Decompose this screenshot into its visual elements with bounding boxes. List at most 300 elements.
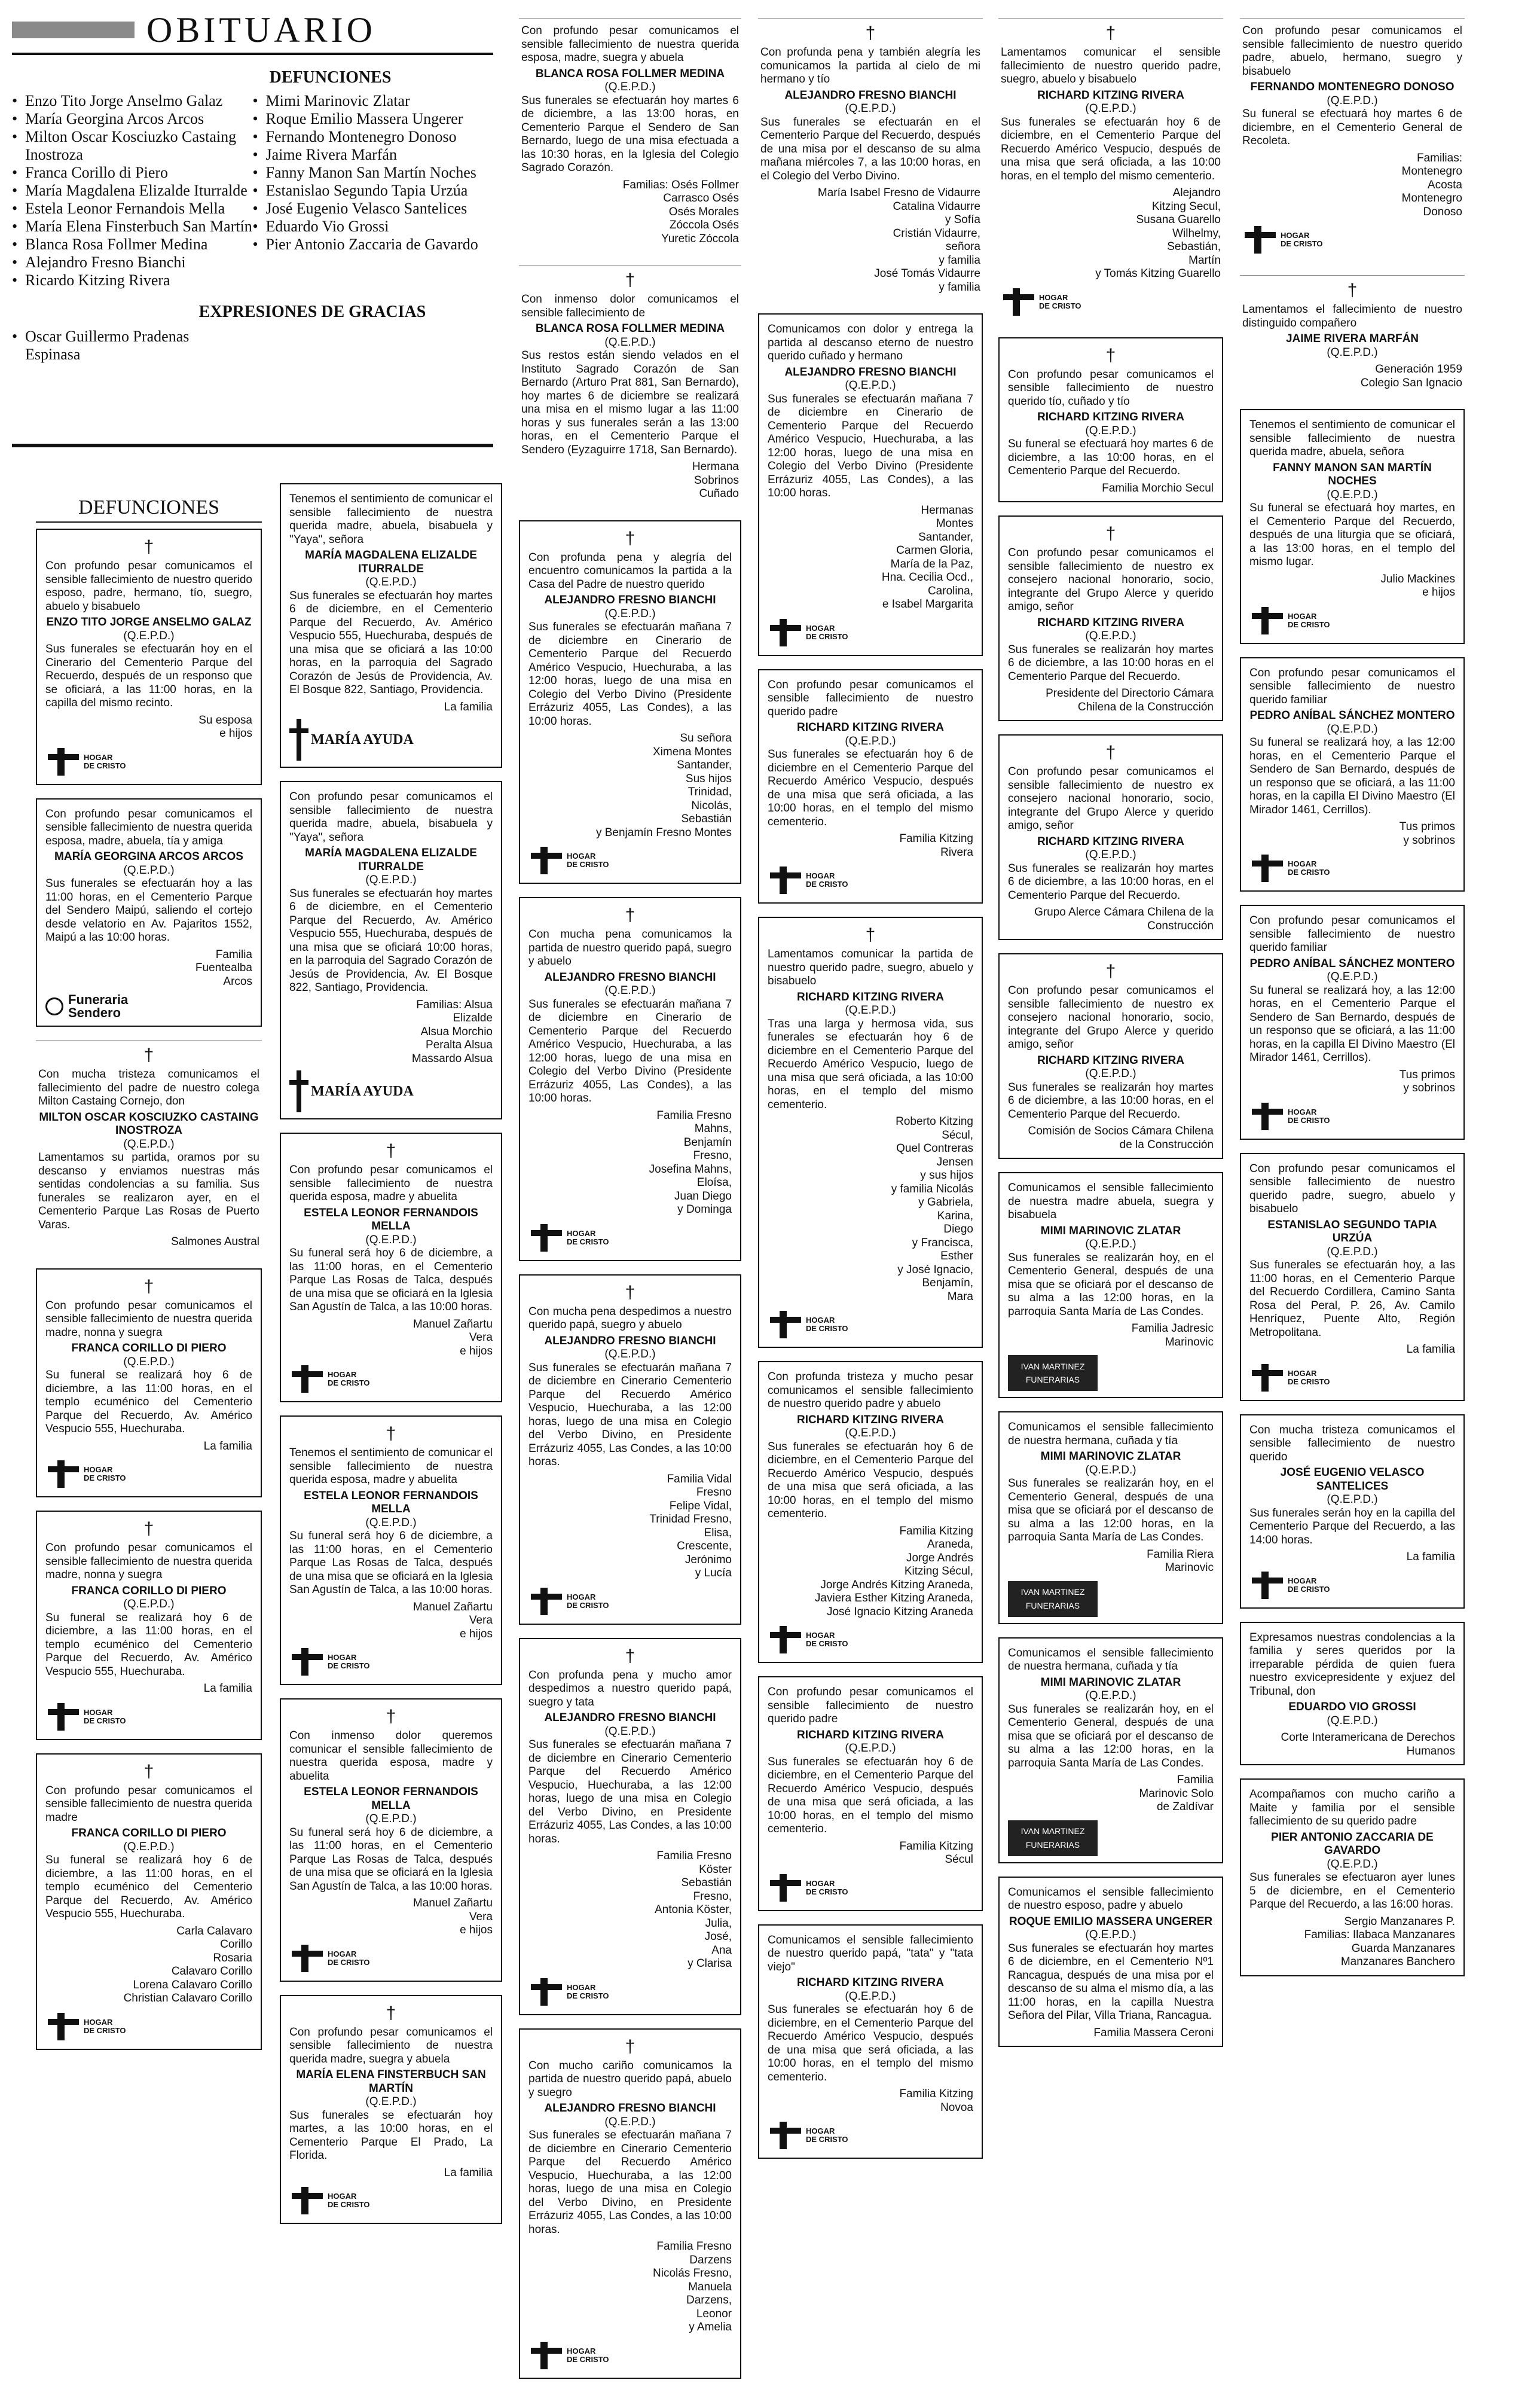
deceased-name: MARÍA ELENA FINSTERBUCH SAN MARTÍN (296, 2068, 486, 2095)
notice-body: Su funeral se realizará hoy, a las 12:00 horas, en el Cementerio Parque el Sendero de San Bernardo, después de un responso que se oficiará, a las 11:00 horas, en la capilla El Divino Maestro (El Mirador 1461, Cerrillos). (1249, 984, 1455, 1064)
notice-intro: Acompañamos con mucho cariño a Maite y familia por el sensible fallecimiento de su querido padre (1249, 1788, 1455, 1827)
notice-signature: La familia (444, 700, 493, 713)
hogar-cross-icon (768, 1874, 802, 1902)
obituary-notice (36, 1753, 262, 2050)
cross-icon: † (386, 1141, 396, 1161)
hogar-cross-icon (289, 2187, 324, 2214)
deceased-name: MIMI MARINOVIC ZLATAR (1040, 1676, 1181, 1689)
cross-icon: † (1105, 962, 1116, 981)
notice-intro: Tenemos el sentimiento de comunicar el sensible fallecimiento de nuestra querida madre, abuela, señora (1249, 419, 1455, 458)
notice-intro: Con mucho cariño comunicamos la partida de nuestro querido papá, abuelo y suegro (528, 2059, 732, 2099)
qepd-label: (Q.E.P.D.) (1085, 1463, 1136, 1476)
hogar-de-cristo-logo (528, 1976, 732, 2008)
notice-intro: Comunicamos el sensible fallecimiento de nuestro esposo, padre y abuelo (1008, 1885, 1214, 1912)
logo-label: HOGAR DE CRISTO (1281, 231, 1323, 248)
notice-body: Sus funerales se efectuarán hoy martes 6 de diciembre, a las 13:00 horas, en Cementerio Parque el Sendero de San Bernardo, luego de una misa efectuada a las 10:30 horas, en la Iglesia del Colegio Sagrado Corazón. (521, 94, 739, 174)
notice-signature: Hermanas Montes Santander, Carmen Gloria, María de la Paz, Hna. Cecilia Ocd., Carolina, e Isabel Margarita (881, 504, 973, 611)
hogar-cross-icon (1249, 607, 1284, 634)
notice-signature: Manuel Zañartu Vera e hijos (412, 1317, 493, 1357)
hogar-cross-icon (1242, 226, 1277, 254)
column-6 (1240, 18, 1465, 1990)
index-name: • Jaime Rivera Marfán (253, 146, 494, 164)
gracias-index (12, 328, 493, 364)
hogar-de-cristo-logo (528, 1585, 732, 1618)
notice-intro: Con profunda tristeza y mucho pesar comunicamos el sensible fallecimiento de nuestro querido padre y abuelo (768, 1371, 973, 1410)
index-name: • Franca Corillo di Piero (12, 164, 253, 182)
deceased-name: RICHARD KITZING RIVERA (797, 721, 944, 734)
cross-icon: † (625, 2036, 635, 2057)
qepd-label: (Q.E.P.D.) (365, 1233, 417, 1246)
qepd-label: (Q.E.P.D.) (845, 1004, 896, 1017)
qepd-label: (Q.E.P.D.) (1327, 94, 1378, 107)
notice-body: Sus funerales se efectuarán hoy martes, a las 10:00 horas, en el Cementerio Parque El Prado, La Florida. (289, 2109, 493, 2162)
notice-body: Sus funerales se realizarán hoy, en el Cementerio General, después de una misa que se oficiará por el descanso de su alma a las 12:00 horas, en la parroquia Santa María de Las Condes. (1008, 1251, 1214, 1318)
notice-signature: La familia (1406, 1551, 1455, 1563)
deceased-name: ROQUE EMILIO MASSERA UNGERER (1009, 1915, 1213, 1928)
hogar-de-cristo-logo (45, 2010, 252, 2043)
hogar-de-cristo-logo (45, 1701, 252, 1733)
notice-intro: Expresamos nuestras condolencias a la familia y seres queridos por la irreparable pérdida de quien fuera nuestro exvicepresidente y exjuez del Tribunal, don (1249, 1631, 1455, 1698)
hogar-de-cristo-logo (1249, 852, 1455, 884)
notice-body: Sus funerales se efectuarán hoy 6 de diciembre, en el Cementerio Parque del Recuerdo Américo Vespucio, después de una misa que será oficiada, a las 10:00 horas, en el templo del mismo cementerio. (1001, 115, 1221, 182)
deceased-name: RICHARD KITZING RIVERA (797, 990, 944, 1003)
index-name: • María Georgina Arcos Arcos (12, 110, 253, 128)
notice-body: Su funeral se efectuará hoy martes, en el Cementerio Parque del Recuerdo, después de una liturgia que se oficiará, a las 13:00 horas, en el templo del mismo lugar. (1249, 502, 1455, 568)
maria-ayuda-logo (289, 1070, 493, 1112)
notice-signature: Corte Interamericana de Derechos Humanos (1281, 1731, 1455, 1758)
notice-signature: María Isabel Fresno de Vidaurre Catalina Vidaurre y Sofía Cristián Vidaurre, señora y familia José Tomás Vidaurre y familia (817, 187, 980, 294)
hogar-de-cristo-logo (528, 1222, 732, 1254)
cross-icon: † (625, 905, 635, 925)
notice-intro: Con profunda pena y mucho amor despedimos a nuestro querido papá, suegro y tata (528, 1668, 732, 1708)
notice-intro: Tenemos el sentimiento de comunicar el sensible fallecimiento de nuestra querida madre, abuela, bisabuela y "Yaya", señora (289, 493, 493, 546)
deceased-name: FERNANDO MONTENEGRO DONOSO (1250, 81, 1455, 93)
logo-label: HOGAR DE CRISTO (806, 1316, 848, 1333)
notice-body: Su funeral se realizará hoy, a las 12:00 horas, en el Cementerio Parque el Sendero de San Bernardo, después de un responso que se oficiará, a las 11:00 horas, en la capilla El Divino Maestro (El Mirador 1461, Cerrillos). (1249, 736, 1455, 816)
obituary-notice (1240, 1778, 1465, 1976)
deceased-name: RICHARD KITZING RIVERA (797, 1728, 944, 1741)
hogar-cross-icon (768, 1626, 802, 1653)
qepd-label: (Q.E.P.D.) (1085, 1067, 1136, 1080)
logo-label: MARÍA AYUDA (311, 1083, 414, 1099)
qepd-label: (Q.E.P.D.) (845, 1990, 896, 2003)
hogar-de-cristo-logo (1249, 1100, 1455, 1133)
hogar-de-cristo-logo (1001, 286, 1221, 318)
notice-intro: Lamentamos comunicar la partida de nuestro querido padre, suegro, abuelo y bisabuelo (768, 948, 973, 987)
page-title: OBITUARIO (146, 10, 376, 50)
hogar-cross-icon (1249, 855, 1284, 882)
deceased-name: ENZO TITO JORGE ANSELMO GALAZ (46, 616, 252, 628)
notice-body: Sus funerales se realizarán hoy, en el Cementerio General, después de una misa que se oficiará por el descanso de su alma a las 12:00 horas, en la parroquia Santa María de Las Condes. (1008, 1703, 1214, 1769)
defunciones-index-left (12, 92, 253, 289)
notice-signature: Comisión de Socios Cámara Chilena de la Construcción (1028, 1125, 1214, 1151)
qepd-label: (Q.E.P.D.) (1085, 1238, 1136, 1250)
obituary-notice (998, 734, 1223, 940)
notice-intro: Lamentamos comunicar el sensible fallecimiento de nuestro querido padre, suegro, abuelo y bisabuelo (1001, 46, 1221, 86)
deceased-name: ESTELA LEONOR FERNANDOIS MELLA (304, 1489, 478, 1515)
obituary-notice (36, 1040, 262, 1255)
qepd-label: (Q.E.P.D.) (123, 629, 175, 642)
logo-label: HOGAR DE CRISTO (806, 2126, 848, 2144)
obituary-notice (280, 1698, 502, 1982)
obituary-notice (280, 483, 502, 768)
notice-intro: Con mucha pena despedimos a nuestro querido papá, suegro y abuelo (528, 1305, 732, 1331)
notice-body: Su funeral será hoy 6 de diciembre, a las 11:00 horas, en el Cementerio Parque Las Rosas de Talca, después de una misa que se oficiará en la Iglesia San Agustín de Talca, a las 10:00 horas. (289, 1826, 493, 1893)
obituary-notice (280, 781, 502, 1119)
obituary-notice (998, 1637, 1223, 1863)
obituary-notice (36, 1268, 262, 1498)
logo-label: HOGAR DE CRISTO (1039, 292, 1081, 310)
hogar-cross-icon (768, 867, 802, 894)
index-name: • Enzo Tito Jorge Anselmo Galaz (12, 92, 253, 110)
notice-body: Sus funerales se efectuarán mañana 7 de diciembre en Cinerario de Cementerio Parque del Recuerdo Américo Vespucio, Huechuraba, a las 12:00 horas, luego de una misa en Colegio del Verbo Divino (Presidente Errázuriz 4055, Las Condes), a las 10:00 horas. (528, 997, 732, 1105)
notice-intro: Con profundo pesar comunicamos el sensible fallecimiento de nuestro querido padre (768, 678, 973, 718)
logo-label: HOGAR DE CRISTO (328, 1949, 370, 1967)
deceased-name: FANNY MANON SAN MARTÍN NOCHES (1273, 461, 1432, 487)
qepd-label: (Q.E.P.D.) (123, 1840, 175, 1853)
notice-intro: Con profundo pesar comunicamos el sensible fallecimiento de nuestro ex consejero nacional honorario, socio, integrante del Grupo Alerce y querido amigo, señor (1008, 984, 1214, 1051)
notice-body: Su funeral será hoy 6 de diciembre, a las 11:00 horas, en el Cementerio Parque Las Rosas de Talca, después de una misa que se oficiará en la Iglesia San Agustín de Talca, a las 10:00 horas. (289, 1247, 493, 1313)
notice-body: Tras una larga y hermosa vida, sus funerales se efectuarán hoy 6 de diciembre en el Cementerio Parque del Recuerdo Américo Vespucio, luego de una misa que será oficiada, a las 10:00 horas, en el templo del mismo cementerio. (768, 1017, 973, 1111)
obituary-notice (519, 265, 741, 507)
qepd-label: (Q.E.P.D.) (845, 1427, 896, 1439)
cross-icon: † (386, 1707, 396, 1726)
cross-icon: † (625, 1282, 635, 1302)
notice-signature: Familia Morchio Secul (1102, 481, 1214, 495)
qepd-label: (Q.E.P.D.) (845, 734, 896, 748)
index-name: • Fernando Montenegro Donoso (253, 128, 494, 146)
cross-icon: † (143, 537, 154, 557)
deceased-name: RICHARD KITZING RIVERA (1037, 89, 1184, 102)
sendero-icon (45, 997, 63, 1015)
logo-label: HOGAR DE CRISTO (328, 2192, 370, 2209)
cross-icon: † (865, 925, 876, 945)
hogar-de-cristo-logo (45, 1458, 252, 1490)
obituary-notice (519, 520, 741, 884)
notice-body: Sus funerales se efectuarán hoy a las 11:00 horas, en el Cementerio Parque del Sendero Maipú, saliendo el cortejo desde velatorio en Av. Pajaritos 1552, Maipú a las 10:00 horas. (45, 877, 252, 944)
deceased-name: RICHARD KITZING RIVERA (1037, 1054, 1184, 1067)
qepd-label: (Q.E.P.D.) (1327, 1493, 1378, 1506)
deceased-name: ALEJANDRO FRESNO BIANCHI (544, 2102, 716, 2115)
obituary-notice (758, 1676, 983, 1911)
notice-signature: La familia (203, 1682, 252, 1695)
notice-intro: Con profundo pesar comunicamos el sensible fallecimiento de nuestra querida madre (45, 1784, 252, 1824)
notice-intro: Con profundo pesar comunicamos el sensible fallecimiento de nuestra querida esposa, madre y abuelita (289, 1164, 493, 1203)
index-name: • María Magdalena Elizalde Iturralde (12, 182, 253, 200)
hogar-cross-icon (45, 2013, 80, 2040)
notice-intro: Con profundo pesar comunicamos el sensible fallecimiento de nuestro querido familiar (1249, 914, 1455, 954)
obituary-notice (998, 1877, 1223, 2048)
notice-body: Su funeral será hoy 6 de diciembre, a las 11:00 horas, en el Cementerio Parque Las Rosas de Talca, después de una misa que se oficiará en la Iglesia San Agustín de Talca, a las 10:00 horas. (289, 1530, 493, 1596)
deceased-name: JOSÉ EUGENIO VELASCO SANTELICES (1280, 1466, 1425, 1493)
obituary-notice (280, 1995, 502, 2225)
cross-icon: † (143, 1761, 154, 1781)
qepd-label: (Q.E.P.D.) (1327, 346, 1378, 359)
deceased-name: ALEJANDRO FRESNO BIANCHI (544, 1711, 716, 1724)
notice-body: Su funeral se efectuará hoy martes 6 de diciembre, en el Cementerio General de Recoleta. (1242, 108, 1462, 147)
notice-intro: Con profundo pesar comunicamos el sensible fallecimiento de nuestra querida madre, nonna y suegra (45, 1542, 252, 1581)
notice-body: Sus funerales se efectuarán mañana 7 de diciembre en Cinerario de Cementerio Parque del Recuerdo Américo Vespucio, Huechuraba, a las 12:00 horas, luego de una misa en Colegio del Verbo Divino (Presidente Errázuriz 4055, Las Condes), a las 10:00 horas. (528, 621, 732, 728)
notice-intro: Con profundo pesar comunicamos el sensible fallecimiento de nuestro ex consejero nacional honorario, socio, integrante del Grupo Alerce y querido amigo, señor (1008, 765, 1214, 832)
cross-icon: † (865, 23, 876, 43)
qepd-label: (Q.E.P.D.) (604, 1348, 656, 1360)
deceased-name: ALEJANDRO FRESNO BIANCHI (784, 89, 957, 102)
notice-body: Sus funerales se efectuarán hoy 6 de diciembre, en el Cementerio Parque del Recuerdo Américo Vespucio, después de una misa que será oficiada, a las 10:00 horas, en el templo del mismo cementerio. (768, 2003, 973, 2083)
index-name: • Alejandro Fresno Bianchi (12, 254, 253, 271)
notice-signature: Familia Fresno Köster Sebastián Fresno, Antonia Köster, Julia, José, Ana y Clarisa (655, 1850, 732, 1970)
cross-icon: † (625, 1646, 635, 1666)
qepd-label: (Q.E.P.D.) (845, 379, 896, 392)
notice-body: Sus funerales se realizarán hoy, en el Cementerio General, después de una misa que se oficiará por el descanso de su alma a las 12:00 horas, en la parroquia Santa María de Las Condes. (1008, 1477, 1214, 1543)
notice-intro: Con profundo pesar comunicamos el sensible fallecimiento de nuestra querida madre, suegra y abuela (289, 2025, 493, 2065)
notice-signature: Manuel Zañartu Vera e hijos (412, 1897, 493, 1936)
hogar-cross-icon (1001, 288, 1035, 316)
hogar-cross-icon (45, 1460, 80, 1488)
ivan-martinez-logo: IVAN MARTINEZ FUNERARIAS (1008, 1820, 1098, 1856)
obituary-notice (998, 18, 1223, 324)
notice-body: Sus funerales se efectuarán en el Cementerio Parque del Recuerdo, después de una misa por el descanso de su alma mañana miércoles 7, a las 10:00 horas, en el Colegio del Verbo Divino. (760, 115, 980, 182)
notice-body: Sus funerales se realizarán hoy martes 6 de diciembre, a las 10:00 horas, en el Cementerio Parque del Recuerdo. (1008, 862, 1214, 902)
notice-intro: Con profundo pesar comunicamos el sensible fallecimiento de nuestra querida esposa, madre, suegra y abuela (521, 25, 739, 64)
hogar-cross-icon (528, 2342, 563, 2369)
qepd-label: (Q.E.P.D.) (604, 607, 656, 620)
notice-body: Su funeral se realizará hoy 6 de diciembre, a las 11:00 horas, en el templo ecuménico del Cementerio Parque del Recuerdo, Av. Américo Vespucio 555, Huechuraba. (45, 1611, 252, 1678)
notice-signature: Grupo Alerce Cámara Chilena de la Construcción (1034, 906, 1214, 932)
notice-intro: Con inmenso dolor queremos comunicar el sensible fallecimiento de nuestra querida esposa, madre y abuelita (289, 1729, 493, 1783)
obituary-notice (1240, 275, 1465, 396)
logo-label: HOGAR DE CRISTO (567, 1982, 609, 2000)
notice-body: Sus funerales serán hoy en la capilla del Cementerio Parque del Recuerdo, a las 14:00 horas. (1249, 1506, 1455, 1546)
obituary-notice (758, 18, 983, 300)
hogar-cross-icon (768, 2122, 802, 2149)
logo-label: HOGAR DE CRISTO (806, 871, 848, 889)
masthead-titlebar (12, 11, 493, 49)
section-title: DEFUNCIONES (36, 496, 262, 523)
hogar-cross-icon (289, 1648, 324, 1676)
defunciones-index-right (253, 92, 494, 289)
deceased-name: FRANCA CORILLO DI PIERO (71, 1584, 227, 1597)
obituary-notice (36, 529, 262, 785)
logo-label: HOGAR DE CRISTO (84, 2017, 126, 2035)
cross-icon: † (1105, 345, 1116, 365)
hogar-de-cristo-logo (1242, 224, 1462, 256)
notice-intro: Con profundo pesar comunicamos el sensible fallecimiento de nuestro querido padre, suegro, abuelo y bisabuelo (1249, 1162, 1455, 1215)
notice-signature: Hermana Sobrinos Cuñado (692, 460, 739, 500)
obituary-notice (998, 1172, 1223, 1398)
index-name: • Eduardo Vio Grossi (253, 218, 494, 236)
index-name: • Ricardo Kitzing Rivera (12, 271, 253, 289)
obituary-notice (1240, 905, 1465, 1140)
qepd-label: (Q.E.P.D.) (1085, 1689, 1136, 1702)
notice-intro: Con mucha tristeza comunicamos el sensible fallecimiento de nuestro querido (1249, 1423, 1455, 1463)
index-name: • Mimi Marinovic Zlatar (253, 92, 494, 110)
qepd-label: (Q.E.P.D.) (1327, 1714, 1378, 1727)
notice-signature: Familia Massera Ceroni (1093, 2026, 1214, 2039)
obituary-notice (998, 953, 1223, 1159)
defunciones-index (12, 92, 493, 289)
hogar-de-cristo-logo (45, 746, 252, 778)
notice-signature: Familia Kitzing Rivera (899, 832, 973, 859)
deceased-name: MARÍA GEORGINA ARCOS ARCOS (54, 850, 243, 863)
cross-icon: † (625, 270, 635, 290)
masthead-bottom-rule (12, 444, 493, 447)
notice-signature: Tus primos y sobrinos (1399, 820, 1455, 847)
qepd-label: (Q.E.P.D.) (1327, 1857, 1378, 1871)
obituary-notice (519, 2028, 741, 2379)
hogar-de-cristo-logo (768, 864, 973, 896)
notice-signature: La familia (1406, 1343, 1455, 1356)
notice-intro: Comunicamos el sensible fallecimiento de nuestra hermana, cuñada y tía (1008, 1421, 1214, 1447)
deceased-name: ALEJANDRO FRESNO BIANCHI (544, 1334, 716, 1347)
deceased-name: BLANCA ROSA FOLLMER MEDINA (535, 322, 725, 335)
obituary-notice (36, 798, 262, 1027)
masthead-rule (12, 53, 493, 55)
deceased-name: RICHARD KITZING RIVERA (797, 1976, 944, 1989)
notice-signature: Familia Fresno Darzens Nicolás Fresno, Manuela Darzens, Leonor y Amelia (653, 2240, 732, 2333)
notice-intro: Con profundo pesar comunicamos el sensible fallecimiento de nuestra querida esposa, madre, abuela, tía y amiga (45, 807, 252, 847)
qepd-label: (Q.E.P.D.) (123, 1598, 175, 1610)
obituary-notice (1240, 1414, 1465, 1609)
logo-label: HOGAR DE CRISTO (1288, 1107, 1330, 1125)
hogar-cross-icon (528, 847, 563, 874)
logo-label: HOGAR DE CRISTO (1288, 611, 1330, 629)
hogar-cross-icon (45, 748, 80, 776)
notice-intro: Con profundo pesar comunicamos el sensible fallecimiento de nuestro ex consejero nacional honorario, socio, integrante del Grupo Alerce y querido amigo, señor (1008, 547, 1214, 613)
notice-body: Su funeral se realizará hoy 6 de diciembre, a las 11:00 horas, en el templo ecuménico del Cementerio Parque del Recuerdo, Av. Américo Vespucio 555, Huechuraba. (45, 1369, 252, 1435)
cross-icon: † (1347, 280, 1358, 300)
qepd-label: (Q.E.P.D.) (365, 2095, 417, 2108)
hogar-de-cristo-logo (289, 2184, 493, 2217)
index-name: • Oscar Guillermo Pradenas Espinasa (12, 328, 240, 364)
index-name: • José Eugenio Velasco Santelices (253, 200, 494, 218)
notice-body: Sus funerales se efectuarán hoy 6 de diciembre, en el Cementerio Parque del Recuerdo Américo Vespucio, después de una misa que será oficiada, a las 10:00 horas, en el templo del mismo cementerio. (768, 1440, 973, 1520)
hogar-cross-icon (45, 1703, 80, 1731)
cross-icon: † (1105, 524, 1116, 544)
logo-label: HOGAR DE CRISTO (567, 1228, 609, 1246)
notice-intro: Comunicamos el sensible fallecimiento de nuestra madre abuela, suegra y bisabuela (1008, 1182, 1214, 1221)
index-name: • Fanny Manon San Martín Noches (253, 164, 494, 182)
obituary-notice (519, 897, 741, 1261)
obituary-notice (1240, 1622, 1465, 1766)
cross-icon: † (143, 1276, 154, 1296)
notice-signature: Presidente del Directorio Cámara Chilena de la Construcción (1046, 687, 1214, 713)
qepd-label: (Q.E.P.D.) (1085, 630, 1136, 642)
index-name: • Blanca Rosa Follmer Medina (12, 236, 253, 254)
obituary-masthead (12, 11, 493, 364)
notice-signature: Carla Calavaro Corillo Rosaria Calavaro Corillo Lorena Calavaro Corillo Christian Calavaro Corillo (123, 1924, 252, 2004)
qepd-label: (Q.E.P.D.) (604, 1725, 656, 1738)
cross-icon: † (1105, 23, 1116, 43)
qepd-label: (Q.E.P.D.) (604, 984, 656, 997)
notice-intro: Tenemos el sentimiento de comunicar el sensible fallecimiento de nuestra querida esposa, madre y abuelita (289, 1447, 493, 1486)
qepd-label: (Q.E.P.D.) (1327, 1245, 1378, 1258)
deceased-name: FRANCA CORILLO DI PIERO (71, 1342, 227, 1354)
obituary-notice (758, 917, 983, 1348)
deceased-name: PEDRO ANÍBAL SÁNCHEZ MONTERO (1249, 957, 1455, 970)
deceased-name: MIMI MARINOVIC ZLATAR (1040, 1224, 1181, 1237)
hogar-cross-icon (768, 1311, 802, 1338)
notice-intro: Lamentamos el fallecimiento de nuestro distinguido compañero (1242, 303, 1462, 329)
notice-body: Sus funerales se efectuaron ayer lunes 5 de diciembre, en el Cementerio Parque del Recuerdo, a las 16:00 horas. (1249, 1871, 1455, 1911)
funeraria-sendero-logo (45, 993, 252, 1020)
notice-intro: Con profunda pena y alegría del encuentro comunicamos la partida a la Casa del Padre de nuestro querido (528, 551, 732, 591)
notice-signature: Familia Marinovic Solo de Zaldívar (1139, 1774, 1214, 1813)
hogar-cross-icon (289, 1945, 324, 1972)
notice-signature: Su esposa e hijos (198, 713, 252, 740)
cross-icon: † (386, 1424, 396, 1444)
notice-signature: Julio Mackines e hijos (1380, 572, 1455, 599)
notice-signature: Familia Vidal Fresno Felipe Vidal, Trinidad Fresno, Elisa, Crescente, Jerónimo y Lucía (649, 1472, 732, 1579)
hogar-de-cristo-logo (528, 844, 732, 877)
notice-signature: Roberto Kitzing Sécul, Quel Contreras Jensen y sus hijos y familia Nicolás y Gabriela, Karina, Diego y Francisca, Esther y José Ignacio, Benjamín, Mara (891, 1115, 973, 1303)
notice-body: Sus funerales se efectuarán mañana 7 de diciembre en Cinerario de Cementerio Parque del Recuerdo Américo Vespucio, Huechuraba, a las 12:00 horas, luego de una misa en Colegio del Verbo Divino (Presidente Errázuriz 4055, Las Condes), a las 10:00 horas. (768, 392, 973, 499)
hogar-de-cristo-logo (768, 2119, 973, 2152)
notice-signature: Familias: Montenegro Acosta Montenegro Donoso (1401, 151, 1462, 218)
notice-signature: Manuel Zañartu Vera e hijos (412, 1600, 493, 1640)
obituary-notice (758, 1361, 983, 1663)
qepd-label: (Q.E.P.D.) (123, 864, 175, 877)
logo-label: HOGAR DE CRISTO (328, 1370, 370, 1387)
qepd-label: (Q.E.P.D.) (845, 1742, 896, 1755)
deceased-name: ALEJANDRO FRESNO BIANCHI (784, 365, 957, 379)
logo-label: HOGAR DE CRISTO (806, 1631, 848, 1648)
qepd-label: (Q.E.P.D.) (365, 874, 417, 886)
qepd-label: (Q.E.P.D.) (845, 102, 896, 115)
obituary-notice (36, 1511, 262, 1740)
obituary-notice (1240, 657, 1465, 892)
deceased-name: ESTANISLAO SEGUNDO TAPIA URZÚA (1267, 1218, 1437, 1244)
qepd-label: (Q.E.P.D.) (604, 81, 656, 93)
notice-signature: Alejandro Kitzing Secul, Susana Guarello Wilhelmy, Sebastián, Martín y Tomás Kitzing Guarello (1095, 187, 1221, 280)
notice-intro: Con profundo pesar comunicamos el sensible fallecimiento de nuestro querido tío, cuñado y tío (1008, 368, 1214, 408)
deceased-name: EDUARDO VIO GROSSI (1288, 1701, 1416, 1713)
qepd-label: (Q.E.P.D.) (1085, 424, 1136, 437)
logo-label: HOGAR DE CRISTO (328, 1653, 370, 1670)
obituary-notice (758, 313, 983, 656)
hogar-de-cristo-logo (289, 1363, 493, 1395)
notice-intro: Con profundo pesar comunicamos el sensible fallecimiento de nuestro querido padre, abuelo, hermano, suegro y bisabuelo (1242, 25, 1462, 78)
notice-intro: Con profundo pesar comunicamos el sensible fallecimiento de nuestro querido padre (768, 1686, 973, 1725)
notice-signature: Familias: Alsua Elizalde Alsua Morchio Peralta Alsua Massardo Alsua (411, 998, 493, 1065)
notice-body: Su funeral se efectuará hoy martes 6 de diciembre, a las 10:00 horas, en el Cementerio Parque del Recuerdo. (1008, 438, 1214, 477)
qepd-label: (Q.E.P.D.) (1327, 722, 1378, 736)
index-name: • Milton Oscar Kosciuzko Castaing Inostroza (12, 128, 253, 164)
column-2 (280, 483, 502, 2237)
notice-signature: Familia Kitzing Novoa (899, 2088, 973, 2114)
notice-body: Sus funerales se efectuarán hoy, a las 11:00 horas, en el Cementerio Parque del Recuerdo Cordillera, Camino Santa Rosa del Peral, P. 26, Av. Camilo Henríquez, Puente Alto, Región Metropolitana. (1249, 1259, 1455, 1339)
column-5 (998, 18, 1223, 2060)
obituary-notice (280, 1415, 502, 1685)
hogar-cross-icon (1249, 1103, 1284, 1130)
notice-signature: Sergio Manzanares P. Familias: Ilabaca Manzanares Guarda Manzanares Manzanares Banchero (1304, 1915, 1455, 1968)
notice-signature: La familia (203, 1439, 252, 1453)
cross-icon: † (386, 2003, 396, 2023)
cross-icon: † (1105, 743, 1116, 762)
notice-body: Sus funerales se efectuarán mañana 7 de diciembre en Cinerario Cementerio Parque del Recuerdo Américo Vespucio, Huechuraba, a las 12:00 horas, luego de una misa en Colegio del Verbo Divino, en Presidente Errázuriz 4055, Las Condes, a las 10:00 horas. (528, 2129, 732, 2236)
notice-signature: Familia Fuentealba Arcos (195, 948, 252, 988)
notice-signature: Su señora Ximena Montes Santander, Sus hijos Trinidad, Nicolás, Sebastián y Benjamín Fresno Montes (595, 732, 732, 839)
deceased-name: FRANCA CORILLO DI PIERO (71, 1827, 227, 1839)
notice-body: Su funeral se realizará hoy 6 de diciembre, a las 11:00 horas, en el templo ecuménico del Cementerio Parque del Recuerdo, Av. Américo Vespucio 555, Huechuraba. (45, 1854, 252, 1920)
index-name: • Estanislao Segundo Tapia Urzúa (253, 182, 494, 200)
obituary-notice (758, 1924, 983, 2159)
index-name: • Pier Antonio Zaccaria de Gavardo (253, 236, 494, 254)
notice-signature: Familia Riera Marinovic (1147, 1548, 1214, 1574)
notice-intro: Con mucha pena comunicamos la partida de nuestro querido papá, suegro y abuelo (528, 928, 732, 968)
notice-body: Sus funerales se realizarán hoy martes 6 de diciembre, a las 10:00 horas, en el Cementerio Parque del Recuerdo. (1008, 1081, 1214, 1121)
obituary-notice (280, 1133, 502, 1402)
deceased-name: RICHARD KITZING RIVERA (1037, 411, 1184, 423)
